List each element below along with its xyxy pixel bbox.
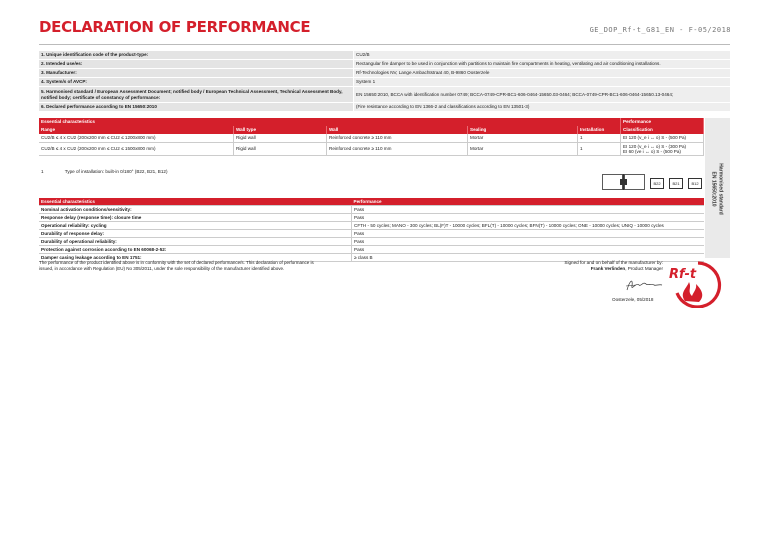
signature-block <box>564 260 663 272</box>
char-performance: Pass <box>352 214 705 222</box>
installation-note-text: Type of installation: built-in 0/180° (B22, B21, B12) <box>64 169 168 174</box>
rf-t-logo <box>665 260 731 308</box>
char-performance: CFTH - 50 cycles; MANO - 300 cycles; BL(F)T - 10000 cycles; BFL(T) - 10000 cycles; BFN(T) - 10000 cycles; ONE - 10000 cycles; UNIQ - 10000 cycles <box>352 222 705 230</box>
perf-cell-classification <box>621 143 704 156</box>
perf-cell-range: CU2/B ≤ 4 x CU2 (200x200 mm ≤ CU2 ≤ 1200x800 mm) <box>39 134 234 143</box>
document-reference: GE_DOP_Rf-t_G81_EN - F-05/2018 <box>589 26 731 34</box>
classification-line: EI 120 (v_e i ↔ o) S - (500 Pa) <box>623 135 687 141</box>
info-label: 5. Harmonised standard / European Assessment Document; notified body / European Technical Assessment, Technical Assessment Body, notified body; certificate of constancy of performance: <box>39 87 354 103</box>
char-name: Protection against corrosion according to EN 60068-2-52: <box>39 246 352 254</box>
char-row <box>39 230 704 238</box>
perf-cell-sealing: Mortar <box>468 134 578 143</box>
char-header-characteristics: Essential characteristics <box>39 198 352 206</box>
info-row <box>39 51 730 60</box>
info-value: System 1 <box>354 78 731 87</box>
char-performance: Pass <box>352 246 705 254</box>
char-row <box>39 206 704 214</box>
char-performance: Pass <box>352 238 705 246</box>
char-row <box>39 214 704 222</box>
info-label: 2. Intended use/es: <box>39 60 354 69</box>
char-header-performance: Performance <box>352 198 705 206</box>
info-row <box>39 78 730 87</box>
installation-note <box>41 169 187 174</box>
perf-cell-installation: 1 <box>578 134 621 143</box>
char-name: Response delay (response time): closure time <box>39 214 352 222</box>
diagram-label-b12: B12 <box>688 178 702 189</box>
perf-row <box>39 143 704 156</box>
perf-cell-classification <box>621 134 704 143</box>
characteristics-table <box>39 198 704 262</box>
char-name: Durability of response delay: <box>39 230 352 238</box>
signer-name: Frank Verlinden <box>590 266 626 272</box>
info-row <box>39 60 730 69</box>
perf-column-header: Installation <box>578 126 621 134</box>
performance-table <box>39 118 704 156</box>
info-value: Rf-Technologies NV, Lange Ambachtstraat 40, B-9860 Oosterzele <box>354 69 731 78</box>
product-info-table <box>39 51 730 112</box>
side-label-line1: Harmonised standard <box>717 163 724 215</box>
side-label-line2: EN 15650:2010 <box>711 171 717 207</box>
diagram-label-b22: B22 <box>650 178 664 189</box>
info-label: 1. Unique identification code of the product-type: <box>39 51 354 60</box>
page-title: DECLARATION OF PERFORMANCE <box>39 18 311 36</box>
info-value: CU2/B <box>354 51 731 60</box>
perf-column-header: Wall type <box>234 126 327 134</box>
signed-for-text: Signed for and on behalf of the manufacturer by: <box>564 260 663 265</box>
info-label: 4. System/s of AVCP: <box>39 78 354 87</box>
char-name: Nominal activation conditions/sensitivity: <box>39 206 352 214</box>
char-performance: ≥ class B <box>352 254 705 262</box>
perf-row <box>39 134 704 143</box>
header-divider <box>39 44 730 45</box>
perf-cell-wall-type: Rigid wall <box>234 143 327 156</box>
signer-role: , Product Manager <box>625 266 663 272</box>
place-date: Oosterzele, 05/2018 <box>612 297 654 302</box>
perf-cell-installation: 1 <box>578 143 621 156</box>
info-row <box>39 87 730 103</box>
classification-line: EI 120 (v_e i ↔ o) S - (300 Pa) <box>623 143 687 149</box>
info-value: Rectangular fire damper to be used in conjunction with partitions to maintain fire compartments in heating, ventilating and air conditioning installations. <box>354 60 731 69</box>
info-label: 6. Declared performance according to EN 15650:2010 <box>39 103 354 112</box>
handwritten-signature <box>624 276 664 294</box>
info-value: (Fire resistance according to EN 1366-2 and classifications according to EN 13501-3) <box>354 103 731 112</box>
char-name: Durability of operational reliability: <box>39 238 352 246</box>
perf-cell-range: CU2/B ≤ 4 x CU2 (200x200 mm ≤ CU2 ≤ 1500x800 mm) <box>39 143 234 156</box>
perf-cell-wall-type: Rigid wall <box>234 134 327 143</box>
info-row <box>39 69 730 78</box>
perf-table-title: Essential characteristics <box>39 118 621 126</box>
info-row <box>39 103 730 112</box>
perf-column-header: Wall <box>327 126 468 134</box>
conformity-paragraph: The performance of the product identified above is in conformity with the set of declared performance/s. This declaration of performance is issued, in accordance with Regulation (EU) No 305/2011, under the sole responsibility of the manufacturer identified above. <box>39 260 314 271</box>
perf-column-header: Classification <box>621 126 704 134</box>
diagram-label-b21: B21 <box>669 178 683 189</box>
char-row <box>39 222 704 230</box>
char-name: Damper casing leakage according to EN 1751: <box>39 254 352 262</box>
char-row <box>39 246 704 254</box>
char-name: Operational reliability: cycling <box>39 222 352 230</box>
logo-text: Rf-t <box>669 267 697 282</box>
side-label <box>711 163 724 214</box>
perf-cell-sealing: Mortar <box>468 143 578 156</box>
char-performance: Pass <box>352 230 705 238</box>
installation-note-number: 1 <box>41 169 44 174</box>
info-value: EN 15650:2010, BCCA with identification number 0749; BCCA-0749-CPR-BC1-606-0464-15650.03-0464; BCCA-0749-CPR-BC1-606-0464-15650.13-0464; <box>354 87 731 103</box>
info-label: 3. Manufacturer: <box>39 69 354 78</box>
classification-line: EI 60 (ve i ↔ o) S - (500 Pa) <box>623 149 681 154</box>
perf-cell-wall: Reinforced concrete ≥ 110 mm <box>327 134 468 143</box>
perf-column-header: Sealing <box>468 126 578 134</box>
char-performance: Pass <box>352 206 705 214</box>
perf-column-header: Range <box>39 126 234 134</box>
perf-table-performance-label: Performance <box>621 118 704 126</box>
perf-cell-wall: Reinforced concrete ≥ 110 mm <box>327 143 468 156</box>
char-row <box>39 238 704 246</box>
